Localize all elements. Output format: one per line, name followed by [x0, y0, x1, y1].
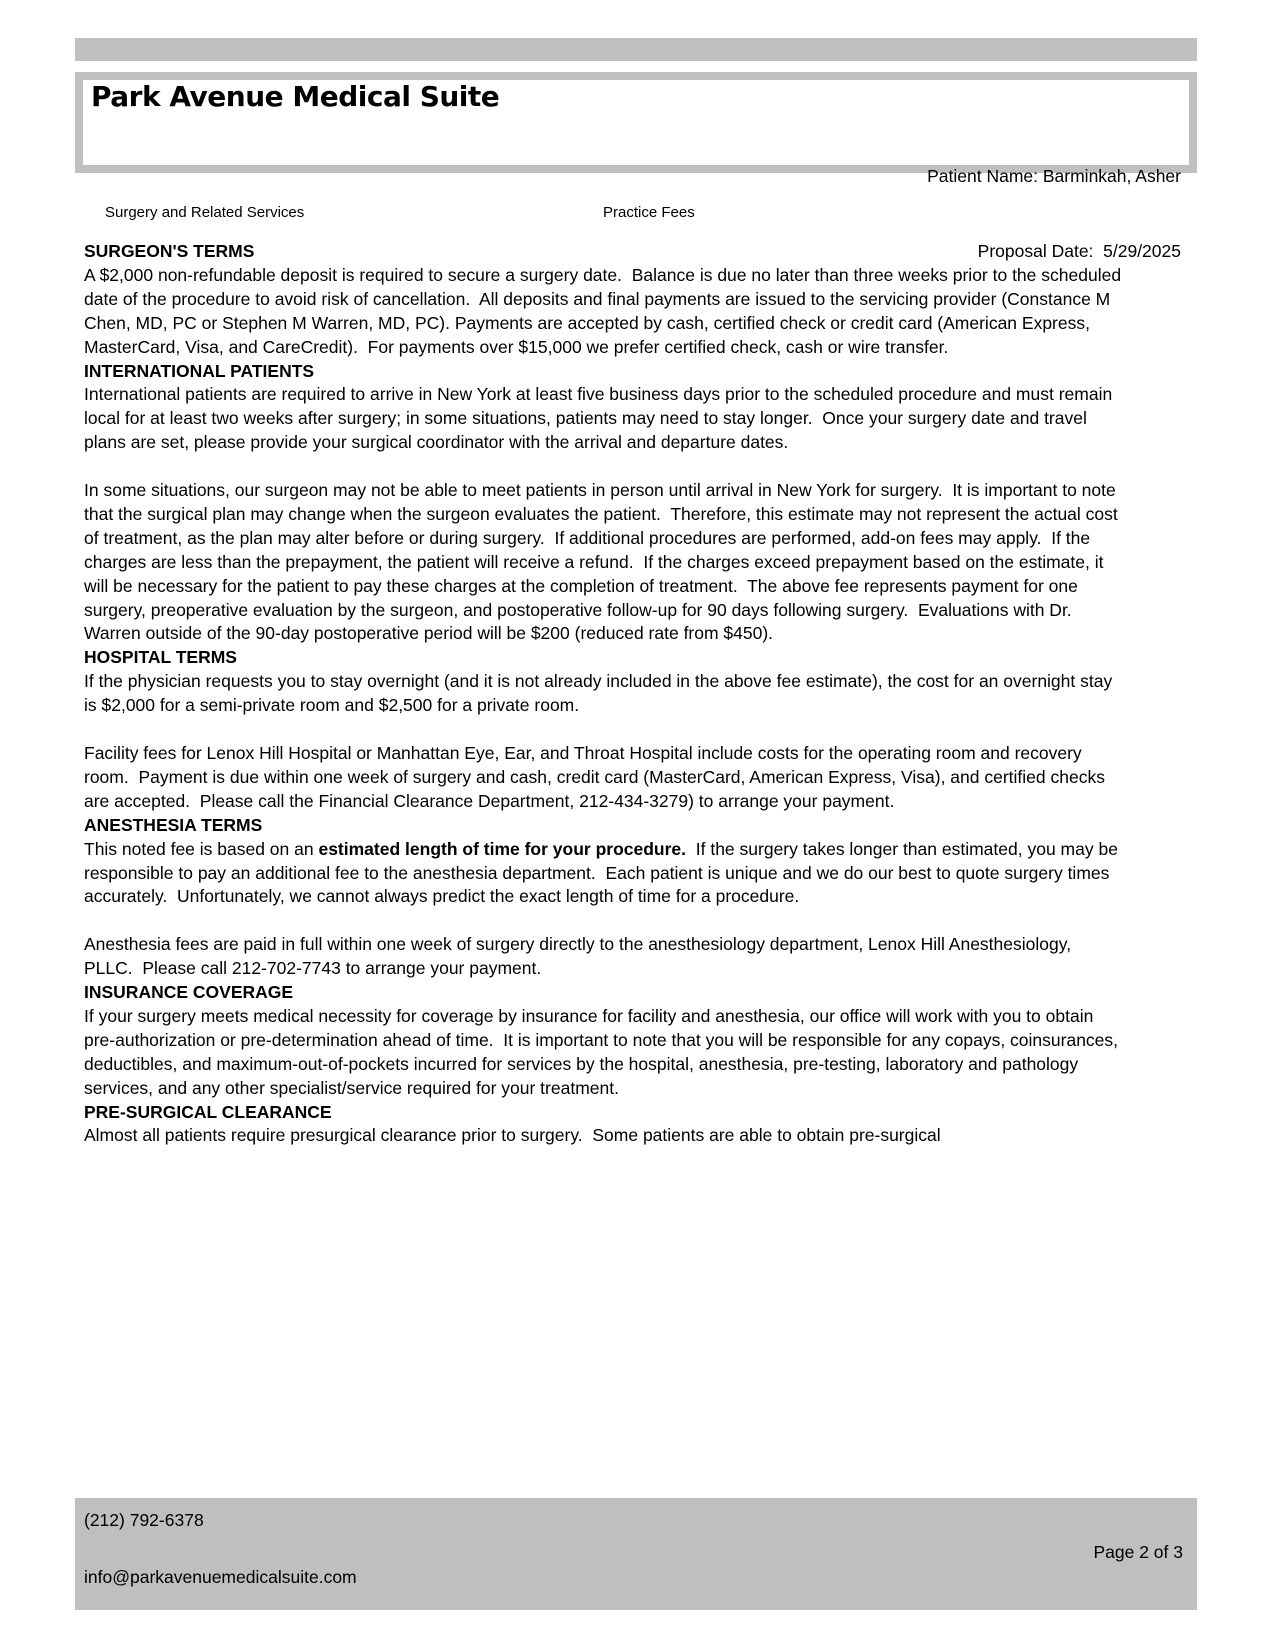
- footer-phone: (212) 792-6378: [84, 1510, 204, 1530]
- footer-bar: [75, 1498, 1197, 1610]
- section-paragraph: Anesthesia fees are paid in full within one week of surgery directly to the anesthesiology department, Lenox Hill Anesthesiology, PLLC. Please call 212-702-7743 to arrange your payment.: [84, 934, 1076, 979]
- section-paragraph: Almost all patients require presurgical clearance prior to surgery. Some patients are able to obtain pre-surgical: [84, 1125, 941, 1146]
- section-paragraph: International patients are required to arrive in New York at least five business days prior to the scheduled procedure and must remain local for at least two weeks after surgery; in some situations, patients may need to stay longer. Once your surgery date and travel plans are set, please provide your surgical coordinator with the arrival and departure dates.: [84, 384, 1118, 453]
- section-paragraph: If the physician requests you to stay overnight (and it is not already included in the above fee estimate), the cost for an overnight stay is $2,000 for a semi-private room and $2,500 for a private room.: [84, 671, 1118, 716]
- section-paragraph: In some situations, our surgeon may not be able to meet patients in person until arrival in New York for surgery. It is important to note that the surgical plan may change when the surgeon evaluates the patient. Therefore, this estimate may not represent the actual cost of treatment, as the plan may alter before or during surgery. If additional procedures are performed, add-on fees may apply. If the charges are less than the prepayment, the patient will receive a refund. If the charges exceed prepayment based on the estimate, it will be necessary for the patient to pay these charges at the completion of treatment. The above fee represents payment for one surgery, preoperative evaluation by the surgeon, and postoperative follow-up for 90 days following surgery. Evaluations with Dr. Warren outside of the 90-day postoperative period will be $200 (reduced rate from $450).: [84, 480, 1123, 644]
- section-heading: HOSPITAL TERMS: [84, 647, 237, 668]
- section-paragraph: If your surgery meets medical necessity for coverage by insurance for facility and anesthesia, our office will work with you to obtain pre-authorization or pre-determination ahead of time. It is important to note that you will be responsible for any copays, coinsurances, deductibles, and maximum-out-of-pockets incurred for services by the hospital, anesthesia, pre-testing, laboratory and pathology services, and any other specialist/service required for your treatment.: [84, 1005, 1123, 1098]
- header-accent-bar: [75, 38, 1197, 61]
- patient-name: Patient Name: Barminkah, Asher: [927, 166, 1181, 186]
- section-heading: SURGEON'S TERMS: [84, 241, 255, 261]
- fees-column-label: Practice Fees: [603, 204, 695, 221]
- section-heading: ANESTHESIA TERMS: [84, 814, 263, 835]
- section-insurance-coverage: [84, 981, 1124, 1101]
- section-heading: INTERNATIONAL PATIENTS: [84, 360, 315, 381]
- section-international-patients: [84, 360, 1124, 647]
- clinic-name: Park Avenue Medical Suite: [91, 80, 500, 113]
- paragraph-text: If the surgery takes longer than estimated, you may be responsible to pay an additional fee to the anesthesia department. Each patient is unique and we do our best to quote surgery times accurately. Unfortunately, we cannot always predict the exact length of time for a procedure.: [84, 838, 1123, 907]
- page-indicator: Page 2 of 3: [1093, 1542, 1183, 1562]
- section-surgeons-terms: [84, 240, 1124, 360]
- paragraph-text: This noted fee is based on an: [84, 838, 319, 859]
- terms-content: [84, 240, 1124, 1148]
- bold-emphasis-text: estimated length of time for your procedure.: [318, 838, 687, 859]
- section-pre-surgical-clearance: [84, 1101, 1124, 1149]
- proposal-date: Proposal Date: 5/29/2025: [977, 241, 1181, 261]
- section-paragraph: Facility fees for Lenox Hill Hospital or Manhattan Eye, Ear, and Throat Hospital include costs for the operating room and recovery room. Payment is due within one week of surgery and cash, credit card (MasterCard, American Express, Visa), and certified checks are accepted. Please call the Financial Clearance Department, 212-434-3279) to arrange your payment.: [84, 743, 1110, 811]
- section-paragraph: A $2,000 non-refundable deposit is required to secure a surgery date. Balance is due no later than three weeks prior to the scheduled date of the procedure to avoid risk of cancellation. All deposits and final payments are issued to the servicing provider (Constance M Chen, MD, PC or Stephen M Warren, MD, PC). Payments are accepted by cash, certified check or credit card (American Express, MasterCard, Visa, and CareCredit). For payments over $15,000 we prefer certified check, cash or wire transfer.: [84, 264, 1126, 357]
- footer-email: info@parkavenuemedicalsuite.com: [84, 1567, 357, 1587]
- section-anesthesia-terms: [84, 814, 1124, 981]
- section-heading: PRE-SURGICAL CLEARANCE: [84, 1101, 332, 1122]
- section-paragraph: [84, 838, 1124, 910]
- services-column-label: Surgery and Related Services: [105, 204, 305, 221]
- section-heading: INSURANCE COVERAGE: [84, 982, 294, 1003]
- section-hospital-terms: [84, 646, 1124, 813]
